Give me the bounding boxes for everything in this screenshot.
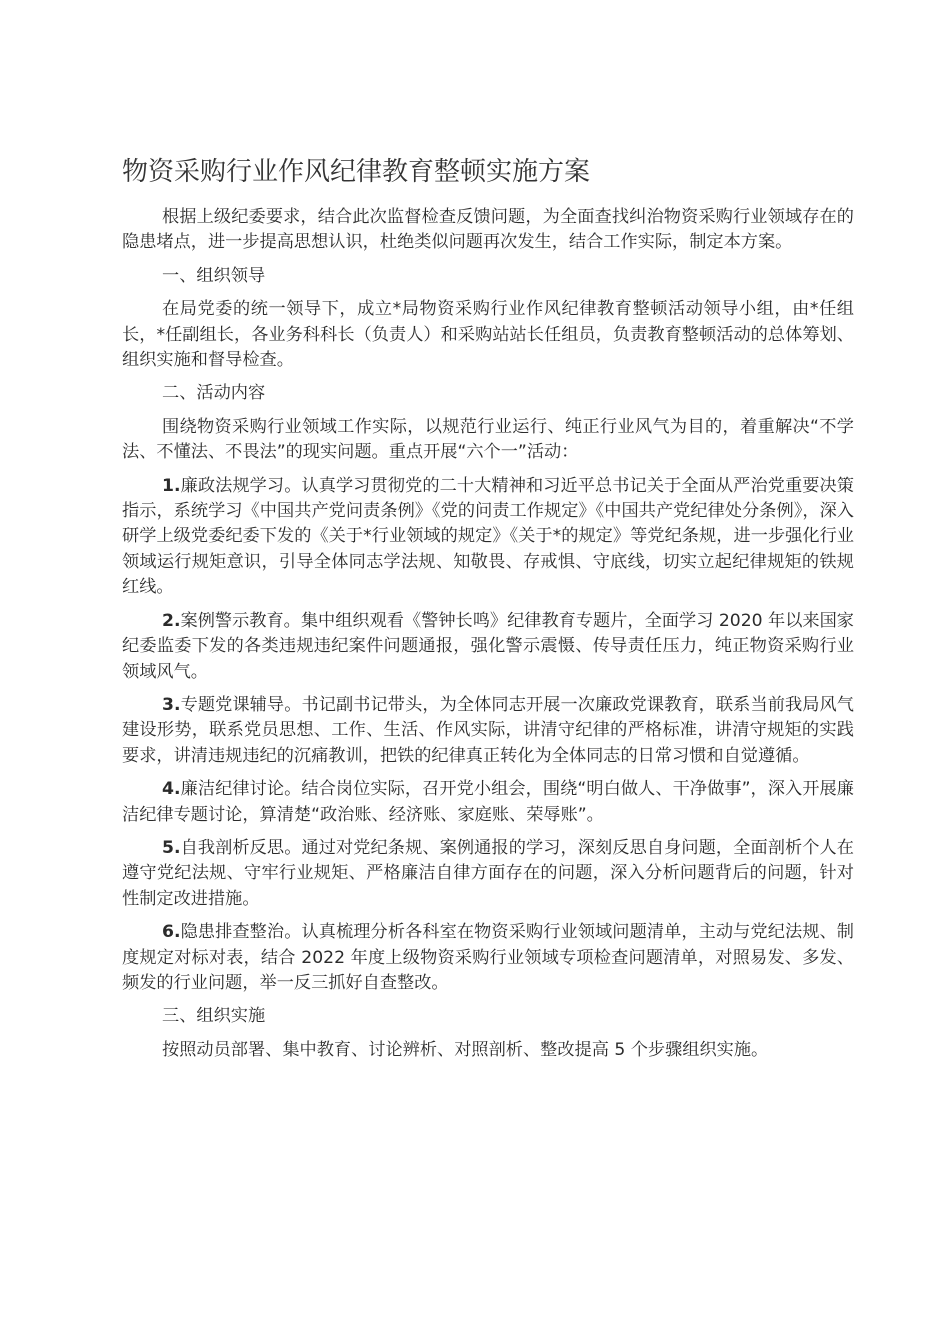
activity-item [122,474,854,601]
activity-item-text: 廉洁纪律讨论。结合岗位实际，召开党小组会，围绕“明白做人、干净做事”，深入开展廉洁纪律专题讨论，算清楚“政治账、经济账、家庭账、荣辱账”。 [122,779,854,825]
activity-item-text: 廉政法规学习。认真学习贯彻党的二十大精神和习近平总书记关于全面从严治党重要决策指示，系统学习《中国共产党问责条例》《党的问责工作规定》《中国共产党纪律处分条例》，深入研学上级党委纪委下发的《关于*行业领域的规定》《关于*的规定》等党纪条规，进一步强化行业领域运行规矩意识，引导全体同志学法规、知敬畏、存戒惧、守底线，切实立起纪律规矩的铁规红线。 [122,475,854,598]
activity-item [122,777,854,828]
activity-item [122,693,854,769]
document-body [122,205,854,1071]
activity-item-number: 6. [162,922,181,943]
document-title: 物资采购行业作风纪律教育整顿实施方案 [122,157,591,187]
activity-item [122,920,854,996]
activity-item-text: 隐患排查整治。认真梳理分析各科室在物资采购行业领域问题清单，主动与党纪法规、制度规定对标对表，结合 2022 年度上级物资采购行业领域专项检查问题清单，对照易发、多发、频发的行业问题，举一反三抓好自查整改。 [122,922,854,993]
section-heading-activities: 二、活动内容 [162,383,266,404]
section-heading-organization: 一、组织领导 [162,265,266,286]
activity-item-number: 2. [162,610,181,631]
activity-item-number: 5. [162,837,181,858]
activity-item-text: 专题党课辅导。书记副书记带头，为全体同志开展一次廉政党课教育，联系当前我局风气建设形势，联系党员思想、工作、生活、作风实际，讲清守纪律的严格标准，讲清守规矩的实践要求，讲清违规违纪的沉痛教训，把铁的纪律真正转化为全体同志的日常习惯和自觉遵循。 [122,694,854,766]
section-organization-text: 在局党委的统一领导下，成立*局物资采购行业作风纪律教育整顿活动领导小组，由*任组长，*任副组长，各业务科科长（负责人）和采购站站长任组员，负责教育整顿活动的总体筹划、组织实施和督导检查。 [122,299,854,371]
section-activities-text: 围绕物资采购行业领域工作实际，以规范行业运行、纯正行业风气为目的，着重解决“不学法、不懂法、不畏法”的现实问题。重点开展“六个一”活动： [122,416,854,463]
activity-item-number: 4. [162,779,181,800]
activity-item-number: 1. [162,475,181,496]
section-implementation-text: 按照动员部署、集中教育、讨论辨析、对照剖析、整改提高 5 个步骤组织实施。 [162,1039,769,1060]
activity-item-number: 3. [162,694,181,715]
activity-item [122,836,854,912]
intro-paragraph: 根据上级纪委要求，结合此次监督检查反馈问题，为全面查找纠治物资采购行业领域存在的隐患堵点，进一步提高思想认识，杜绝类似问题再次发生，结合工作实际，制定本方案。 [122,207,854,253]
activity-item-text: 自我剖析反思。通过对党纪条规、案例通报的学习，深刻反思自身问题，全面剖析个人在遵守党纪法规、守牢行业规矩、严格廉洁自律方面存在的问题，深入分析问题背后的问题，针对性制定改进措施。 [122,837,854,909]
section-heading-implementation: 三、组织实施 [162,1006,266,1027]
activity-item [122,609,854,685]
activity-item-text: 案例警示教育。集中组织观看《警钟长鸣》纪律教育专题片，全面学习 2020 年以来国家纪委监委下发的各类违规违纪案件问题通报，强化警示震慑、传导责任压力，纯正物资采购行业领域风气。 [122,610,854,682]
